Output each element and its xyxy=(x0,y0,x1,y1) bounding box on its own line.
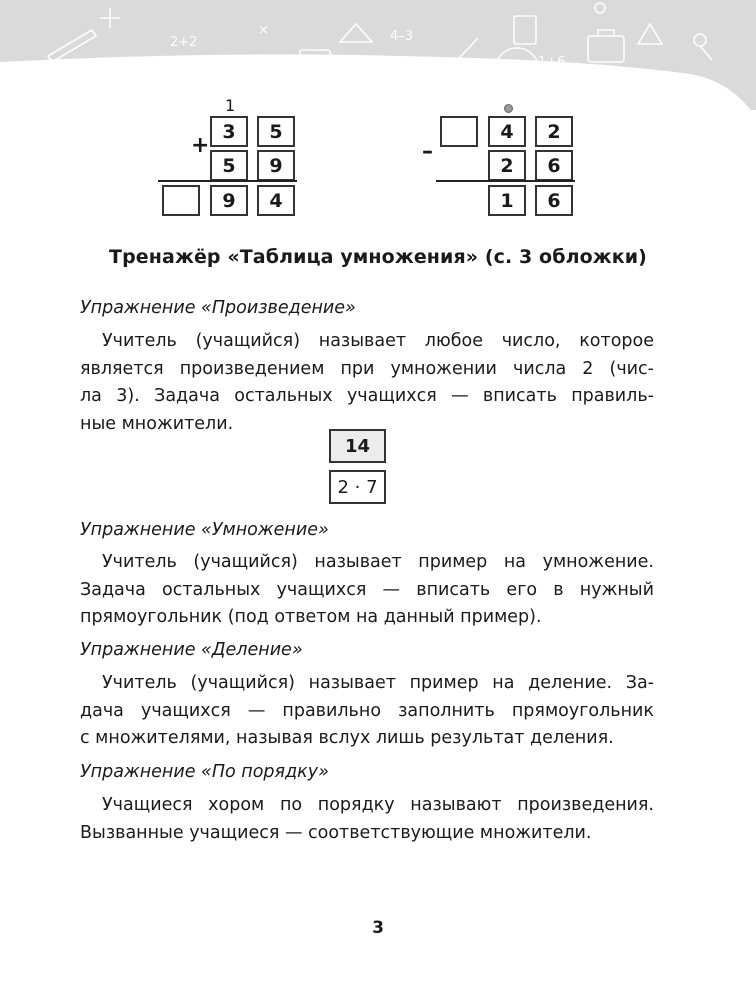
exercise-text xyxy=(80,549,654,632)
text-line: Учитель (учащийся) называет пример на умножение. xyxy=(102,552,654,572)
digit-cell: 4 xyxy=(488,116,526,147)
digit-cell: 6 xyxy=(535,185,573,216)
digit-cell: 2 xyxy=(535,116,573,147)
digit-cell: 5 xyxy=(257,116,295,147)
digit-cell: 3 xyxy=(210,116,248,147)
text-line: Учитель (учащийся) называет пример на деление. За- xyxy=(102,673,654,693)
digit-cell: 9 xyxy=(210,185,248,216)
product-card: 14 xyxy=(329,429,386,463)
factors-card: 2 · 7 xyxy=(329,470,386,504)
exercise-text xyxy=(80,670,654,753)
header-decoration xyxy=(0,0,756,110)
section-title: Тренажёр «Таблица умножения» (с. 3 обложки) xyxy=(109,246,647,268)
doodle-text: × xyxy=(258,23,269,38)
text-line: Учащиеся хором по порядку называют произведения. xyxy=(102,795,654,815)
text-line: Вызванные учащиеся — соответствующие множители. xyxy=(80,822,592,843)
borrow-dot xyxy=(504,104,513,113)
exercise-title: Упражнение «Произведение» xyxy=(80,298,356,318)
carry-digit: 1 xyxy=(225,96,236,115)
exercise-title: Упражнение «Деление» xyxy=(80,640,303,660)
digit-cell: 4 xyxy=(257,185,295,216)
digit-cell: 1 xyxy=(488,185,526,216)
digit-cell: 5 xyxy=(210,150,248,181)
digit-cell: 9 xyxy=(257,150,295,181)
plus-sign: + xyxy=(191,133,210,158)
exercise-text xyxy=(80,328,654,438)
text-line: дача учащихся — правильно заполнить прямоугольник xyxy=(80,700,654,721)
digit-cell: 2 xyxy=(488,150,526,181)
text-line: с множителями, называя вслух лишь результат деления. xyxy=(80,728,614,748)
text-line: ла 3). Задача остальных учащихся — вписать правиль- xyxy=(80,386,654,406)
text-line: Учитель (учащийся) называет любое число, которое xyxy=(102,331,654,351)
doodle-text: 4–3 xyxy=(390,29,414,44)
sum-line xyxy=(158,180,297,182)
digit-cell: 6 xyxy=(535,150,573,181)
text-line: является произведением при умножении числа 2 (чис- xyxy=(80,358,654,379)
page-number: 3 xyxy=(372,918,384,938)
minus-sign: – xyxy=(422,139,433,164)
difference-line xyxy=(436,180,575,182)
text-line: ные множители. xyxy=(80,413,234,434)
exercise-title: Упражнение «Умножение» xyxy=(80,520,329,540)
text-line: прямоугольник (под ответом на данный пример). xyxy=(80,607,542,627)
text-line: Задача остальных учащихся — вписать его в нужный xyxy=(80,579,654,600)
digit-cell xyxy=(162,185,200,216)
exercise-title: Упражнение «По порядку» xyxy=(80,762,329,782)
doodle-text: 1+6 xyxy=(538,55,566,70)
doodle-text: 2+2 xyxy=(170,35,198,50)
digit-cell xyxy=(440,116,478,147)
exercise-text xyxy=(80,792,654,847)
